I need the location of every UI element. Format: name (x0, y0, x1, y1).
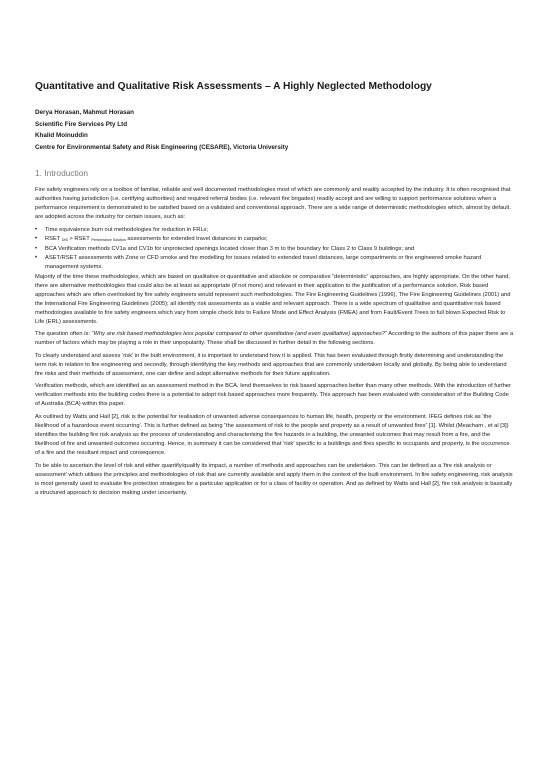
bullet-icon: • (35, 226, 38, 233)
paper-title: Quantitative and Qualitative Risk Assessments – A Highly Neglected Methodology (35, 81, 432, 92)
rset-label: RSET (45, 235, 61, 242)
paragraph-7: To be able to ascertain the level of risk and either quantify/qualify its impact, a number of methods and approaches can be undertaken. This can be defined as a ‘fire risk analysis or assessment’ which utilises the principles and methodologies of risk that are currently available and apply them in the context of the built environment. In fire safety engineering, risk analysis is most generally used to evaluate fire protection strategies for a particular application or for a class of facility or operation. And as defined by Watts and Hall [2], fire risk analysis is basically a structured approach to decision making under uncertainty. (35, 462, 513, 496)
paragraph-6: As outlined by Watts and Hall [2], risk is the potential for realisation of unwanted adverse consequences to human life, health, property or the environment. IFEG defines risk as ‘the likelihood of a hazardous event occurring’. This is further defined as being “the assessment of risk to the people and property as a result of unwanted fires” [1]. Whilst (Meacham , et al [3]) identifies the building fire risk analysis as the process of understanding and characterising the fire hazards in a building, the unwanted outcomes that may result from a fire, and the likelihood of fire and unwanted outcomes occurring. Hence, in summary it can be considered that ‘risk’ specific to a buildings and fires specific to occupants and property, is the occurrence of a fire and the resultant impact and consequence. (35, 413, 510, 456)
list-item (35, 254, 515, 272)
section-heading: 1. Introduction (35, 168, 89, 178)
paragraph-4: To clearly understand and assess ‘risk’ in the built environment, it is important to understand how it is applied. This has been evaluated through firstly determining and understanding the term risk in relation to fire engineering and secondly, through identifying the key methods and approaches that are commonly undertaken locally and globally. By being able to understand fire risks and their methods of assessment, one can define and adopt alternative methods for their future application. (35, 352, 507, 377)
methodology-list (35, 226, 515, 272)
paragraph-5: Verification methods, which are identified as an assessment method in the BCA, lend themselves to risk based approaches better than many other methods. With the introduction of further verification methods into the building codes there is a potential to adopt risk based approaches more frequently. This approach has been evaluated with consideration of the Building Code of Australia (BCA) within this paper. (35, 383, 511, 408)
list-item (35, 245, 515, 254)
author-affiliation-1: Scientific Fire Services Pty Ltd (35, 120, 128, 128)
question-followup: According to the authors of this paper there are a number of factors which may be playing a role in their unpopularity. These shall be discussed in further detail in the following sections. (35, 331, 514, 347)
rset-comparison: > RSET (67, 235, 90, 242)
question-lead: The question often is: (35, 331, 92, 338)
list-item-text: Time equivalence burn out methodologies for reduction in FRLs; (45, 226, 209, 233)
list-item-text: BCA Verification methods CV1a and CV1b for unprotected openings located closer than 3 m to the boundary for Class 2 to Class 9 buildings; and (45, 245, 415, 252)
question-quote: “Why are risk based methodologies less popular compared to other quantitative (and even qualitative) approaches?” (91, 331, 387, 338)
author-names-2: Khalid Moinuddin (35, 132, 88, 139)
paragraph-3 (35, 330, 515, 348)
performance-solution-subscript: Performance Solution (91, 237, 126, 242)
section-body (35, 186, 515, 498)
dts-subscript: DtS (61, 237, 68, 242)
author-names-1: Derya Horasan, Mahmut Horasan (35, 109, 135, 116)
paragraph-intro: Fire safety engineers rely on a toolbox of familiar, reliable and well documented methodologies most of which are commonly and readily accepted by the industry. It is often recognised that authorities having jurisdiction (i.e. certifying authorities) and required referral bodies (i.e. relevant fire brigades) readily accept and are willing to support performance solutions when a performance requirement is demonstrated to be satisfied based on a validated and conventional approach. There are a wide range of deterministic methodologies which, almost by default, are adopted across the industry for certain issues, such as: (35, 187, 511, 220)
list-item-text: assessments for extended travel distances in carparks; (125, 235, 268, 242)
bullet-icon: • (35, 245, 38, 252)
bullet-icon: • (35, 254, 38, 261)
author-block (35, 107, 515, 153)
bullet-icon: • (35, 235, 38, 242)
list-item-text: ASET/RSET assessments with Zone or CFD smoke and fire modelling for issues related to extended travel distances, large compartments or fire engineered smoke hazard management systems. (45, 254, 482, 270)
author-affiliation-2: Centre for Environmental Safety and Risk Engineering (CESARE), Victoria University (35, 143, 289, 151)
list-item (35, 226, 515, 235)
paragraph-2: Majority of the time these methodologies, which are based on qualitative or quantitative and absolute or comparative “deterministic” approaches, are highly appropriate. On the other hand, there are alternative methodologies that could also be at least as appropriate (if not more) and relevant in their application to the justification of a performance solution. Risk based approaches which are often overlooked by fire safety engineers would represent such methodologies. The Fire Engineering Guidelines (1996), The Fire Engineering Guidelines (2001) and the International Fire Engineering Guidelines (2005); all identify risk assessments as a viable and relevant approach. There is a wide spectrum of qualitative and quantitative risk based methodologies available to fire safety engineers which vary from simple check lists to Failure Mode and Effect Analysis (FMEA) and from Fault/Event Trees to full blown Expected Risk to Life (ERL) assessments. (35, 273, 511, 325)
list-item (35, 235, 515, 245)
